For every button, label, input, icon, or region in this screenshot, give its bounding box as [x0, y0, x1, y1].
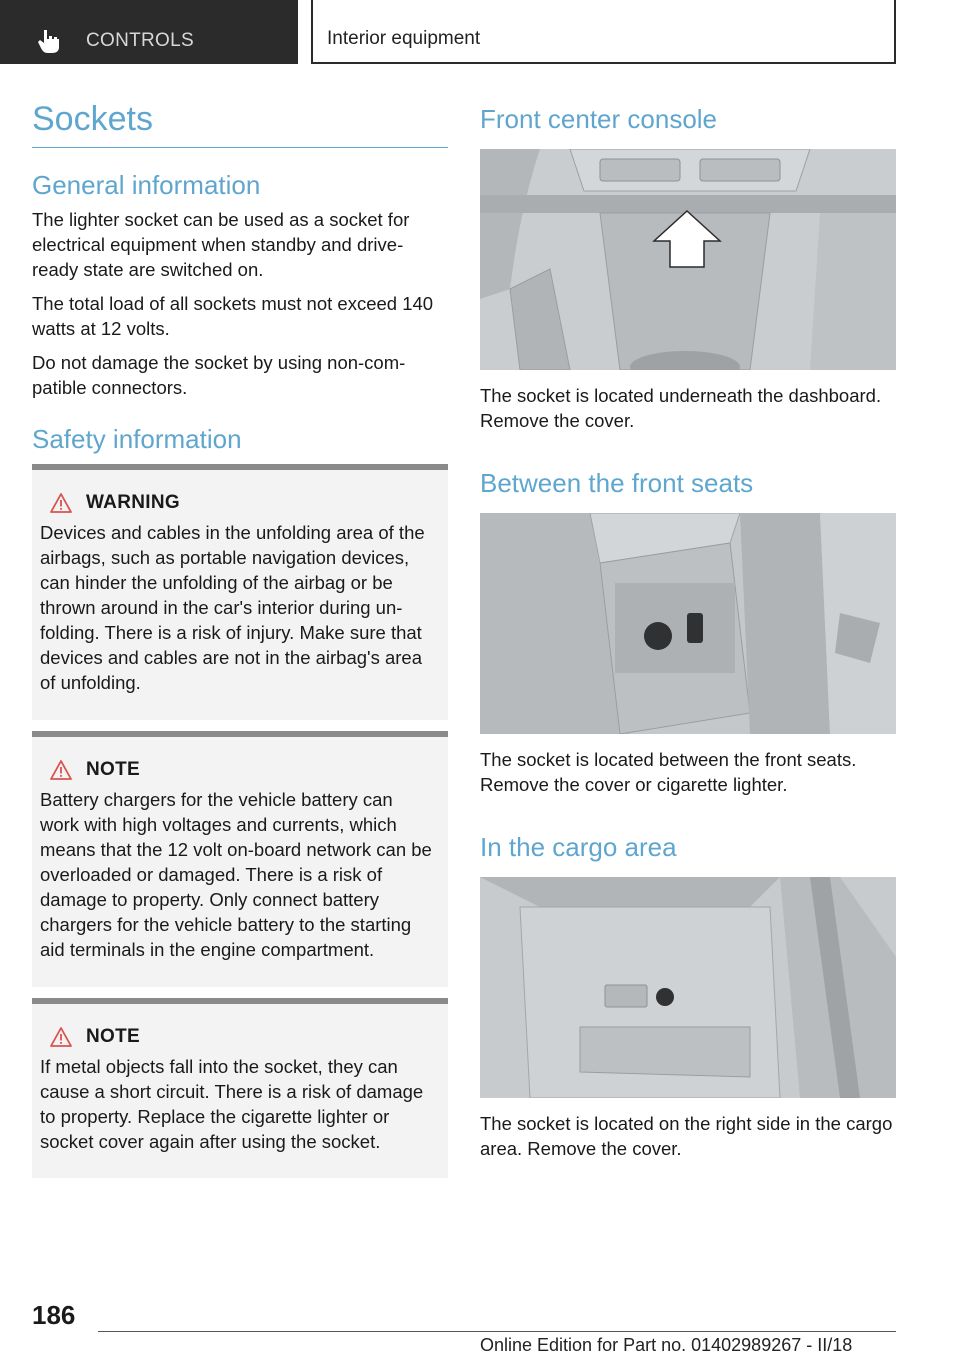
warning-label: WARNING [86, 492, 180, 513]
cargo-area-heading: In the cargo area [480, 832, 677, 862]
warning-triangle-icon [50, 760, 72, 780]
page-number: 186 [32, 1300, 76, 1330]
page-title: Sockets [32, 100, 448, 148]
note-label: NOTE [86, 759, 140, 780]
footer-divider [98, 1331, 896, 1332]
warning-text: Devices and cables in the unfolding area of the airbags, such as portable navigation devices, can hinder the unfolding of the airbag or be thrown around in the car's interior during un-folding. There is a risk of injury. Make sure that devices and cables are not in the airbag's area of unfolding. [40, 522, 425, 693]
front-center-console-heading: Front center console [480, 104, 718, 134]
header-chapter-label: Interior equipment [327, 28, 481, 49]
warning-triangle-icon [50, 493, 72, 513]
footer-edition: Online Edition for Part no. 01402989267 - II/18 [480, 1335, 853, 1355]
note-text-battery: Battery chargers for the vehicle battery can work with high voltages and currents, which means that the 12 volt on-board network can be overloaded or damaged. There is a risk of damage to property. Only connect battery chargers for the vehicle battery to the starting aid terminals in the engine compartment. [40, 789, 432, 960]
note-title [50, 1026, 436, 1048]
front-console-image [480, 149, 896, 370]
note-text-metal: If metal objects fall into the socket, they can cause a short circuit. There is a risk of damage to property. Replace the cigarette lighter or socket cover again after using the socket. [40, 1056, 424, 1152]
safety-information-heading: Safety information [32, 424, 242, 454]
cargo-area-image [480, 877, 896, 1098]
front-console-caption: The socket is located underneath the dashboard. Remove the cover. [480, 385, 882, 431]
front-console-illustration [480, 149, 896, 370]
between-front-seats-heading: Between the front seats [480, 468, 754, 498]
general-paragraph-2: The total load of all sockets must not exceed 140 watts at 12 volts. [32, 293, 434, 339]
note-box-metal [32, 998, 448, 1178]
general-paragraph-3: Do not damage the socket by using non-com-patible connectors. [32, 352, 406, 398]
general-paragraph-1: The lighter socket can be used as a socket for electrical equipment when standby and drive-ready state are switched on. [32, 209, 410, 280]
cargo-area-illustration [480, 877, 896, 1098]
front-seats-illustration [480, 513, 896, 734]
left-column [32, 100, 448, 455]
warning-title [50, 492, 436, 514]
header-section-label: CONTROLS [86, 30, 194, 51]
warning-box [32, 464, 448, 720]
front-seats-image [480, 513, 896, 734]
note-box-battery [32, 731, 448, 987]
warning-triangle-icon [50, 1027, 72, 1047]
cargo-area-caption: The socket is located on the right side in the cargo area. Remove the cover. [480, 1113, 893, 1159]
note-label: NOTE [86, 1026, 140, 1047]
note-title [50, 759, 436, 781]
front-seats-caption: The socket is located between the front seats. Remove the cover or cigarette lighter. [480, 749, 857, 795]
hand-pointer-icon [36, 28, 62, 54]
header-chapter-tab [311, 0, 896, 64]
general-information-heading: General information [32, 170, 261, 200]
header-section-tab [0, 0, 298, 64]
